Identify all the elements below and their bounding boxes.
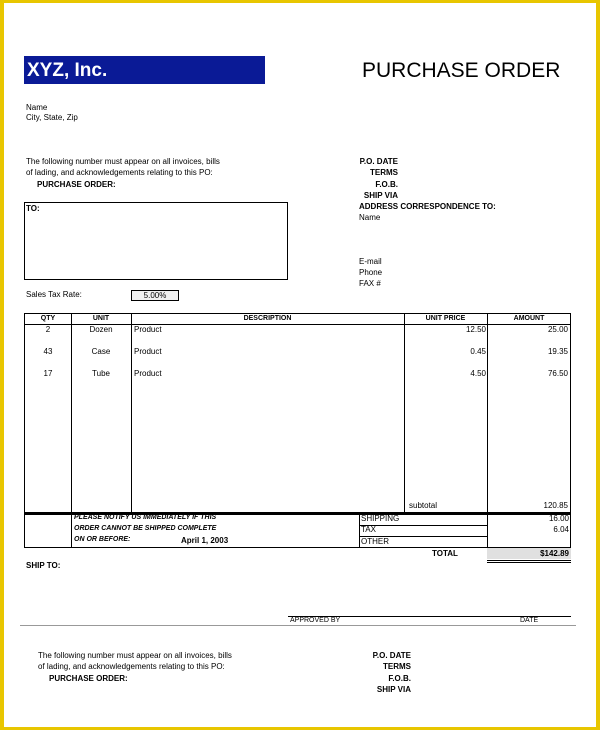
correspondence-email: E-mail	[359, 257, 382, 266]
bottom-purchase-order-label: PURCHASE ORDER:	[49, 674, 128, 683]
bottom-notice-line-1: The following number must appear on all invoices, bills	[38, 651, 232, 660]
bottom-terms-label: TERMS	[383, 662, 411, 671]
row-1-description[interactable]: Product	[134, 325, 162, 334]
fob-label: F.O.B.	[375, 180, 398, 189]
notify-line-2: ORDER CANNOT BE SHIPPED COMPLETE	[74, 525, 217, 532]
notice-line-1: The following number must appear on all invoices, bills	[26, 157, 220, 166]
correspondence-name: Name	[359, 213, 381, 222]
total-value: $142.89	[487, 548, 571, 559]
notify-line-1: PLEASE NOTIFY US IMMEDIATELY IF THIS	[74, 514, 217, 521]
company-address-name: Name	[26, 103, 48, 112]
company-address-city: City, State, Zip	[26, 113, 78, 122]
row-2-unit-price[interactable]: 0.45	[470, 347, 486, 356]
row-3-qty[interactable]: 17	[43, 369, 53, 378]
row-1-amount: 25.00	[547, 325, 568, 334]
notice-line-2: of lading, and acknowledgements relating to this PO:	[26, 168, 213, 177]
bottom-fob-label: F.O.B.	[388, 674, 411, 683]
correspondence-phone: Phone	[359, 268, 383, 277]
notify-line-3: ON OR BEFORE:	[74, 536, 131, 543]
bottom-notice-line-2: of lading, and acknowledgements relating to this PO:	[38, 662, 225, 671]
tax-label: TAX	[361, 525, 376, 534]
sales-tax-rate-field[interactable]: 5.00%	[131, 290, 179, 301]
other-label: OTHER	[361, 537, 389, 546]
company-name: XYZ, Inc.	[27, 60, 108, 81]
terms-label: TERMS	[370, 168, 398, 177]
row-3-amount: 76.50	[547, 369, 568, 378]
row-2-qty[interactable]: 43	[43, 347, 53, 356]
row-2-description[interactable]: Product	[134, 347, 162, 356]
ship-to-label: SHIP TO:	[26, 561, 61, 570]
row-3-unit-price[interactable]: 4.50	[470, 369, 486, 378]
ship-via-label: SHIP VIA	[363, 191, 398, 200]
company-banner	[24, 56, 265, 84]
row-2-unit[interactable]: Case	[91, 347, 111, 356]
row-1-unit[interactable]: Dozen	[89, 325, 113, 334]
column-header-amount: AMOUNT	[513, 315, 545, 322]
row-3-description[interactable]: Product	[134, 369, 162, 378]
approval-date-label: DATE	[520, 617, 539, 624]
total-label: TOTAL	[432, 549, 458, 558]
column-header-unit: UNIT	[92, 315, 110, 322]
shipping-value[interactable]: 16.00	[548, 514, 569, 523]
column-header-unit-price: UNIT PRICE	[425, 315, 466, 322]
po-date-label: P.O. DATE	[359, 157, 398, 166]
shipping-label: SHIPPING	[361, 514, 400, 523]
sales-tax-rate-label: Sales Tax Rate:	[26, 290, 82, 299]
approved-by-label: APPROVED BY	[290, 617, 341, 624]
bottom-po-date-label: P.O. DATE	[372, 651, 411, 660]
document-title: PURCHASE ORDER	[362, 59, 561, 82]
correspondence-title: ADDRESS CORRESPONDENCE TO:	[359, 202, 496, 211]
purchase-order-number-label: PURCHASE ORDER:	[37, 180, 116, 189]
column-header-description: DESCRIPTION	[243, 315, 292, 322]
row-1-unit-price[interactable]: 12.50	[465, 325, 486, 334]
to-address-box[interactable]	[24, 202, 288, 280]
row-2-amount: 19.35	[547, 347, 568, 356]
line-items-table	[24, 313, 571, 513]
bottom-ship-via-label: SHIP VIA	[376, 685, 411, 694]
subtotal-label: subtotal	[409, 501, 438, 510]
ship-by-date[interactable]: April 1, 2003	[181, 536, 229, 545]
tax-value: 6.04	[553, 525, 569, 534]
row-3-unit[interactable]: Tube	[92, 369, 110, 378]
subtotal-value: 120.85	[543, 501, 568, 510]
to-label: TO:	[26, 204, 40, 213]
correspondence-fax: FAX #	[359, 279, 381, 288]
column-header-qty: QTY	[40, 315, 56, 322]
row-1-qty[interactable]: 2	[45, 325, 51, 334]
